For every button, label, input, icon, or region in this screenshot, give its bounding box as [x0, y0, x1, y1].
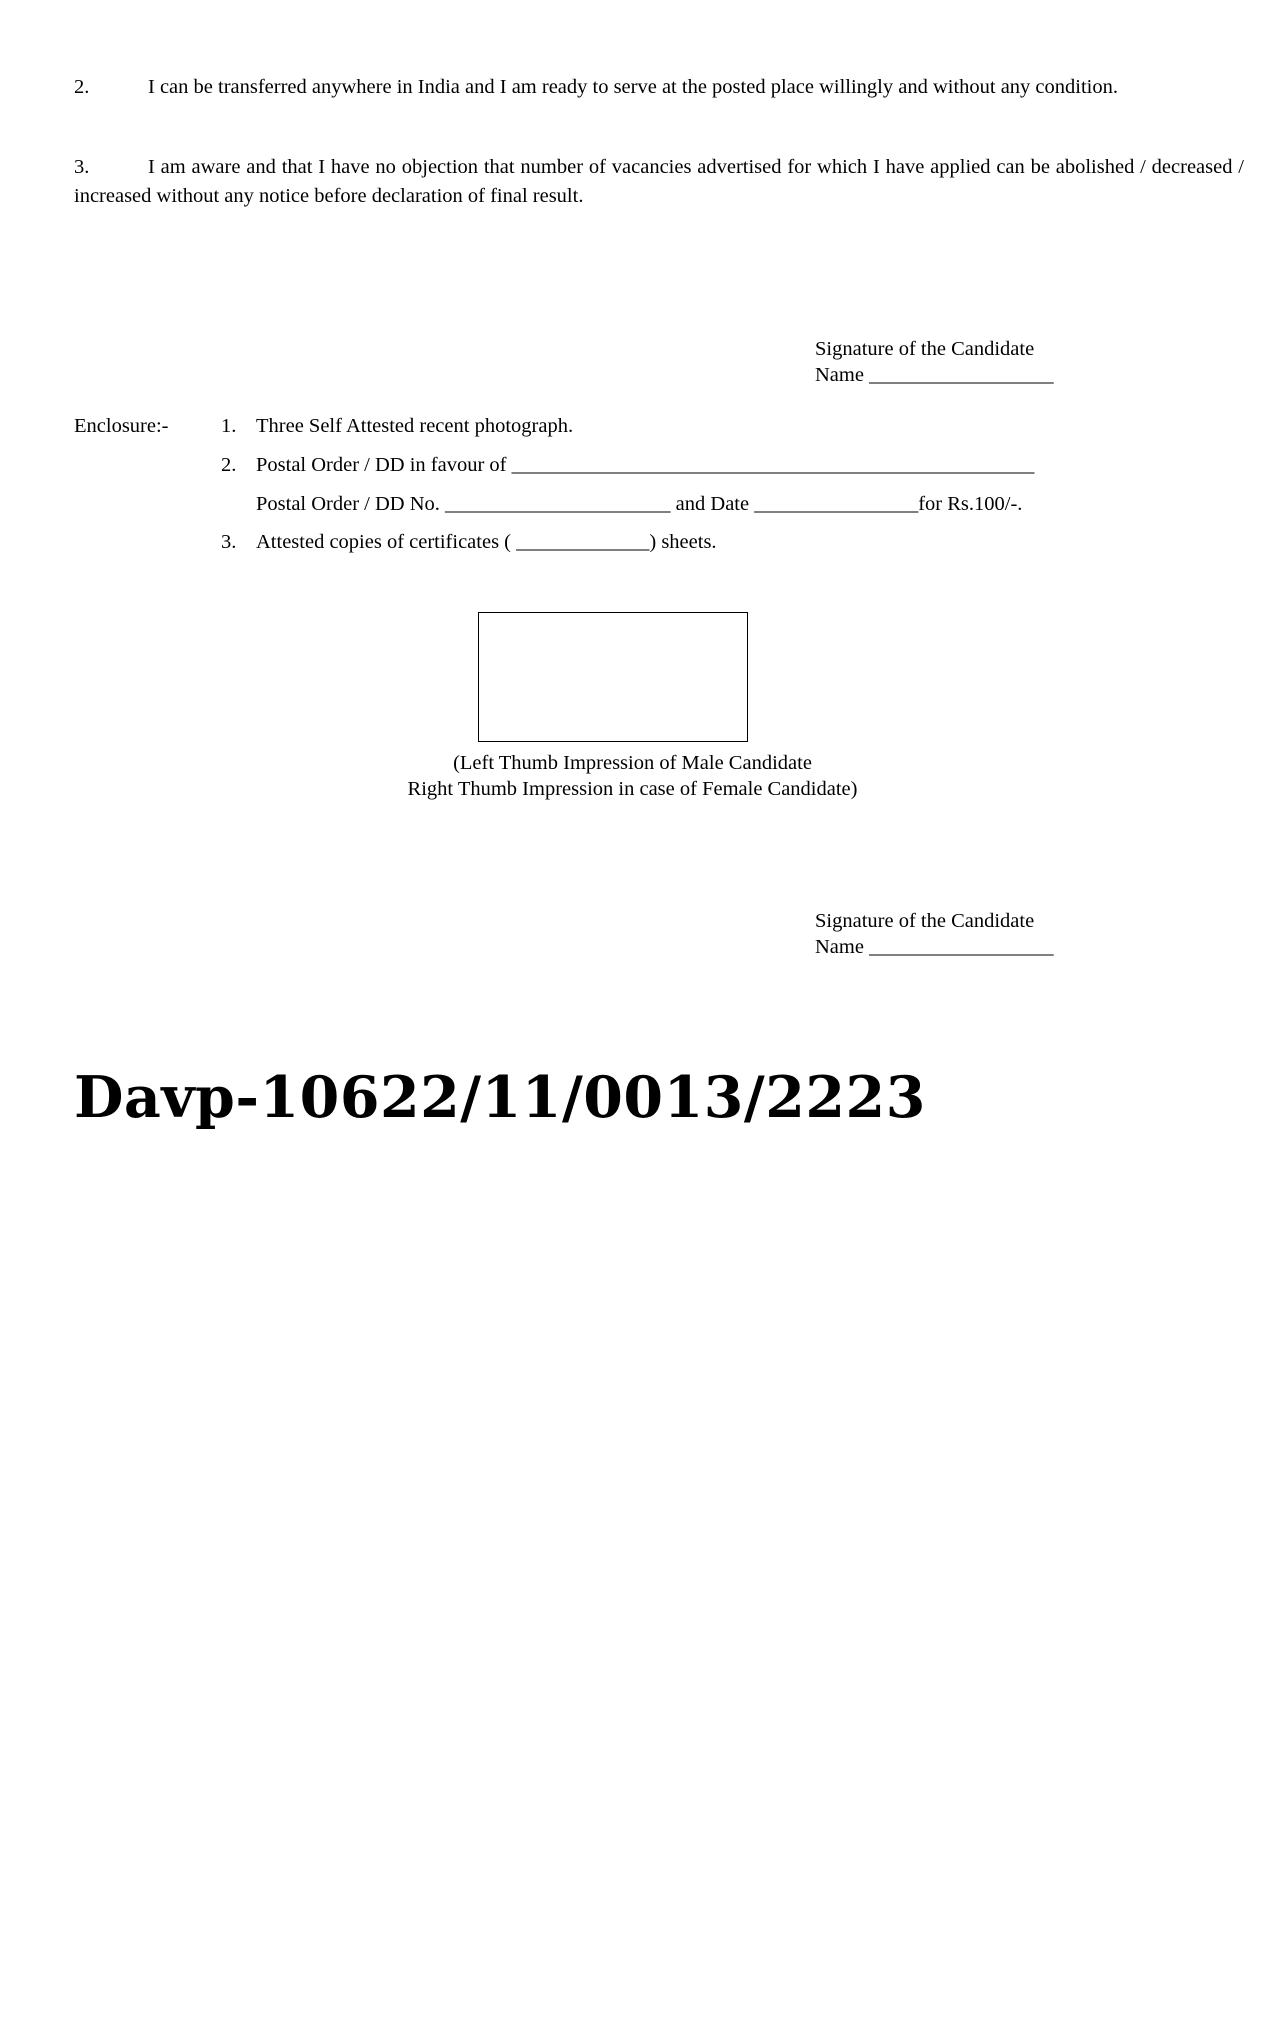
enclosure-item-continuation — [256, 490, 1022, 519]
enclosure-item-text: Postal Order / DD in favour of ___________________________________________________ — [256, 454, 1035, 476]
thumb-impression-box — [478, 612, 748, 742]
enclosure-item — [221, 451, 1034, 480]
signature-label: Signature of the Candidate — [815, 338, 1035, 360]
enclosure-item-text: Attested copies of certificates ( _____________) sheets. — [256, 531, 717, 553]
signature-block-2 — [815, 908, 1235, 960]
enclosure-item-number: 3. — [221, 531, 237, 553]
thumb-impression-caption — [330, 750, 935, 802]
enclosure-item-number: 2. — [221, 454, 237, 476]
enclosure-label: Enclosure:- — [74, 415, 169, 437]
declaration-text: I am aware and that I have no objection that number of vacancies advertised for which I have applied can be abolished / decreased / increased without any notice before declaration of final result. — [74, 156, 1244, 207]
enclosure-item-text: Postal Order / DD No. ______________________ and Date ________________for Rs.100/-. — [256, 493, 1023, 515]
enclosure-item — [221, 412, 573, 441]
signature-label: Signature of the Candidate — [815, 910, 1035, 932]
declaration-number: 2. — [74, 76, 90, 98]
signature-block — [815, 336, 1235, 388]
declaration-text: I can be transferred anywhere in India and I am ready to serve at the posted place willingly and without any condition. — [148, 76, 1118, 98]
thumb-caption-line-2: Right Thumb Impression in case of Female Candidate) — [407, 778, 858, 800]
enclosure-item-text: Three Self Attested recent photograph. — [256, 415, 574, 437]
declaration-paragraph-2 — [74, 73, 1244, 102]
declaration-paragraph-3 — [74, 153, 1244, 211]
footer-reference-code: Davp-10622/11/0013/2223 — [74, 1064, 926, 1131]
name-line: Name __________________ — [815, 936, 1054, 958]
thumb-caption-line-1: (Left Thumb Impression of Male Candidate — [453, 752, 812, 774]
name-line: Name __________________ — [815, 364, 1054, 386]
enclosure-item-number: 1. — [221, 415, 237, 437]
enclosure-item — [221, 528, 717, 557]
declaration-number: 3. — [74, 156, 90, 178]
